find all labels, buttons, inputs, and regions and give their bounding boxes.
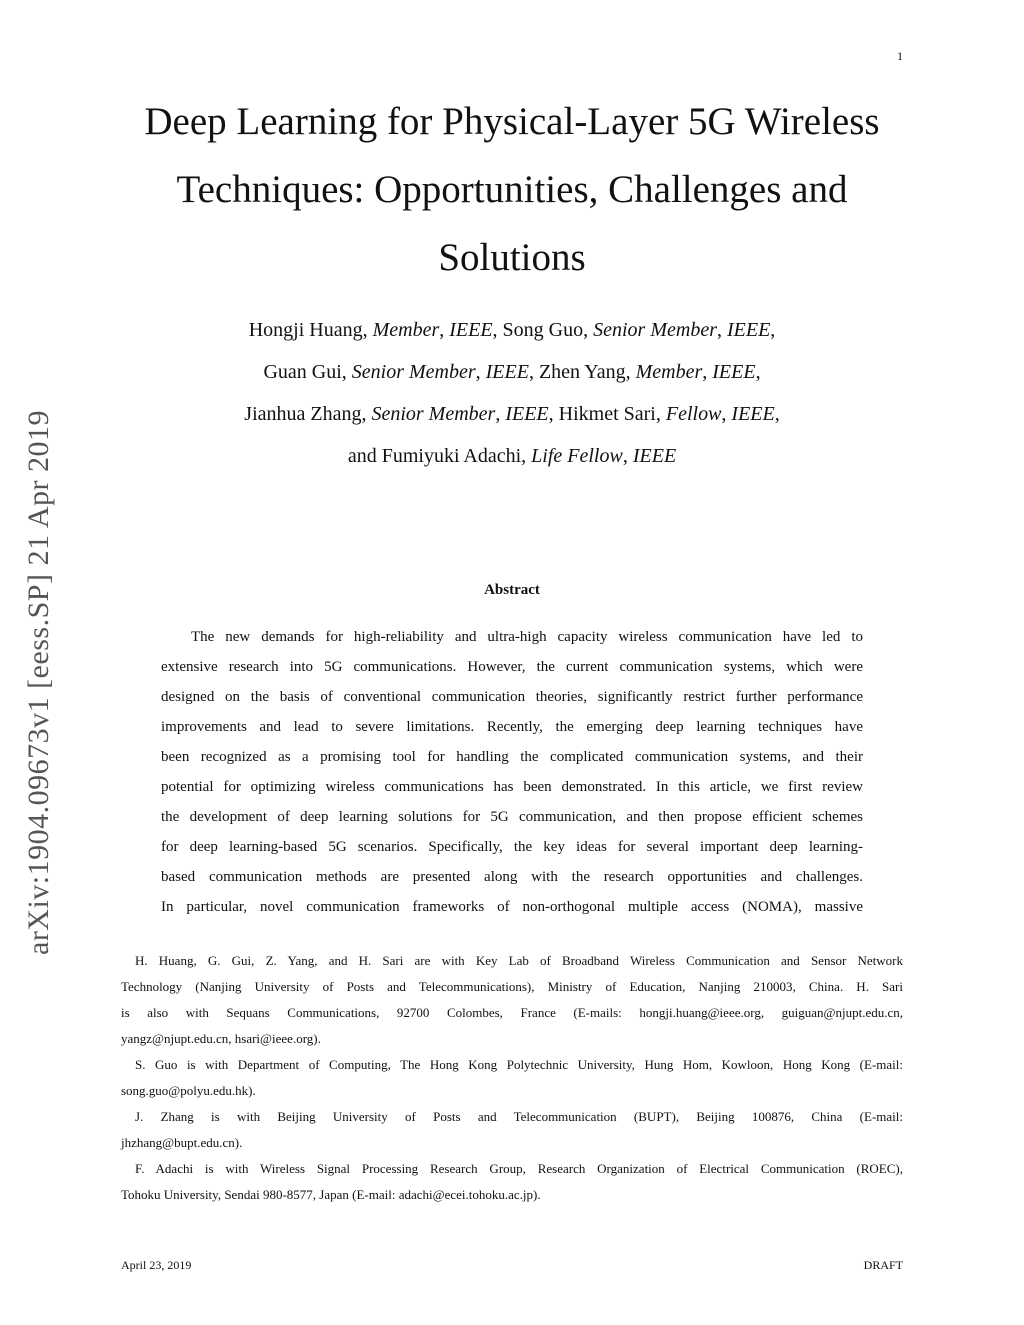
footnote-line: F. Adachi is with Wireless Signal Processing Research Group, Research Organization of Electrical Communication (ROEC), bbox=[135, 1161, 903, 1176]
arxiv-identifier-stamp: arXiv:1904.09673v1 [eess.SP] 21 Apr 2019 bbox=[22, 410, 55, 955]
title-line-1: Deep Learning for Physical-Layer 5G Wireless bbox=[144, 100, 880, 143]
author-org: IEEE bbox=[632, 445, 677, 467]
footnote-line: S. Guo is with Department of Computing, The Hong Kong Polytechnic University, Hung Hom, Kowloon, Hong Kong (E-mail: bbox=[135, 1057, 903, 1072]
author-org: IEEE bbox=[449, 319, 493, 341]
author-role: Senior Member bbox=[351, 361, 476, 383]
footnote-line: J. Zhang is with Beijing University of Posts and Telecommunication (BUPT), Beijing 100876, China (E-mail: bbox=[135, 1109, 903, 1124]
author-role: Member bbox=[635, 361, 703, 383]
author-role: Fellow bbox=[665, 403, 722, 425]
footer-draft-label: DRAFT bbox=[863, 1258, 903, 1272]
abstract-line: the development of deep learning solutions for 5G communication, and then propose efficient schemes bbox=[161, 809, 863, 825]
author-org: IEEE bbox=[712, 361, 756, 383]
footnote-line: song.guo@polyu.edu.hk). bbox=[121, 1083, 256, 1098]
footnote-line: Tohoku University, Sendai 980-8577, Japan (E-mail: adachi@ecei.tohoku.ac.jp). bbox=[121, 1187, 541, 1202]
author-name: Hikmet Sari bbox=[558, 403, 656, 425]
paper-title bbox=[0, 88, 1024, 292]
abstract-line: In particular, novel communication frameworks of non-orthogonal multiple access (NOMA), massive bbox=[161, 899, 863, 915]
author-line-2: Guan Gui, Senior Member, IEEE, Zhen Yang, Member, IEEE, bbox=[263, 361, 761, 383]
author-name: Zhen Yang bbox=[538, 361, 626, 383]
author-connector: and bbox=[347, 445, 377, 467]
abstract-body bbox=[161, 622, 863, 922]
abstract-line: designed on the basis of conventional communication theories, significantly restrict further performance bbox=[161, 689, 863, 705]
abstract-line: improvements and lead to severe limitations. Recently, the emerging deep learning techniques have bbox=[161, 719, 863, 735]
title-line-3: Solutions bbox=[438, 236, 586, 279]
abstract-line: extensive research into 5G communications. However, the current communication systems, which were bbox=[161, 659, 863, 675]
footnote-line: yangz@njupt.edu.cn, hsari@ieee.org). bbox=[121, 1031, 321, 1046]
footer-date: April 23, 2019 bbox=[121, 1258, 192, 1272]
affiliation-footnotes bbox=[121, 948, 903, 1208]
author-role: Senior Member bbox=[371, 403, 496, 425]
abstract-line: for deep learning-based 5G scenarios. Specifically, the key ideas for several important deep learning- bbox=[161, 839, 863, 855]
author-line-1: Hongji Huang, Member, IEEE, Song Guo, Senior Member, IEEE, bbox=[248, 319, 776, 341]
footnote-line: Technology (Nanjing University of Posts and Telecommunications), Ministry of Education, Nanjing 210003, China. H. Sari bbox=[121, 979, 903, 994]
author-org: IEEE bbox=[505, 403, 549, 425]
author-role: Senior Member bbox=[593, 319, 717, 341]
page-number: 1 bbox=[897, 49, 903, 63]
abstract-line: The new demands for high-reliability and ultra-high capacity wireless communication have led to bbox=[191, 629, 863, 645]
footnote-line: is also with Sequans Communications, 92700 Colombes, France (E-mails: hongji.huang@ieee.org, guiguan@njupt.edu.cn, bbox=[121, 1005, 903, 1020]
author-org: IEEE bbox=[726, 319, 771, 341]
author-org: IEEE bbox=[731, 403, 775, 425]
author-name: Guan Gui bbox=[263, 361, 342, 383]
author-name: Jianhua Zhang bbox=[244, 403, 362, 425]
footnote-line: H. Huang, G. Gui, Z. Yang, and H. Sari are with Key Lab of Broadband Wireless Communication and Sensor Network bbox=[135, 953, 903, 968]
abstract-heading: Abstract bbox=[484, 582, 540, 598]
abstract-line: potential for optimizing wireless communications has been demonstrated. In this article, we first review bbox=[161, 779, 863, 795]
abstract-line: been recognized as a promising tool for handling the complicated communication systems, and their bbox=[161, 749, 863, 765]
author-role: Life Fellow bbox=[531, 445, 623, 467]
author-name: Song Guo bbox=[502, 319, 584, 341]
author-name: Fumiyuki Adachi bbox=[381, 445, 522, 467]
abstract-line: based communication methods are presented along with the research opportunities and challenges. bbox=[161, 869, 863, 885]
author-name: Hongji Huang bbox=[248, 319, 363, 341]
author-role: Member bbox=[372, 319, 440, 341]
title-line-2: Techniques: Opportunities, Challenges and bbox=[176, 168, 848, 211]
footnote-line: jhzhang@bupt.edu.cn). bbox=[121, 1135, 243, 1150]
author-list bbox=[0, 309, 1024, 477]
author-line-4: and Fumiyuki Adachi, Life Fellow, IEEE bbox=[347, 445, 677, 467]
author-line-3: Jianhua Zhang, Senior Member, IEEE, Hikmet Sari, Fellow, IEEE, bbox=[244, 403, 780, 425]
author-org: IEEE bbox=[485, 361, 529, 383]
